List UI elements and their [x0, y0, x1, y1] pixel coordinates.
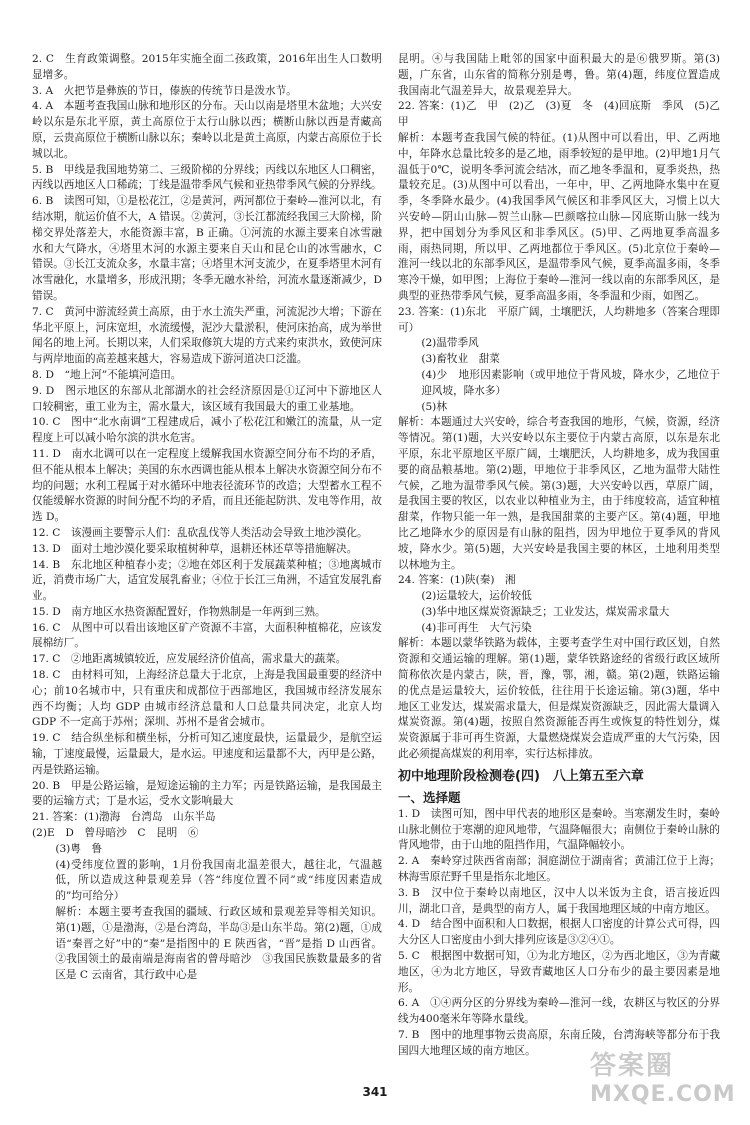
- page-number: 341: [362, 1085, 388, 1099]
- answer-item: 12. C 该漫画主要警示人们：乱砍乱伐等人类活动会导致土地沙漠化。: [32, 526, 368, 539]
- answer-item: 11. D 南水北调可以在一定程度上缓解我国水资源空间分布不均的矛盾，但不能从根本上解决；美国的东水西调也能从根本上解决水资源空间分布不均的问题；水利工程属于对水循环中地表径流环节的改造；大型蓄水工程不仅能缓解水资源的时间分配不均的矛盾，而且还能起防洪、发电等作用，故选 D。: [32, 447, 382, 524]
- section-heading: 初中地理阶段检测卷(四) 八上第五至六章: [398, 768, 644, 784]
- answer-item: (3)华中地区煤炭资源缺乏；工业发达，煤炭需求量大: [421, 605, 670, 618]
- answer-item: 2. C 生育政策调整。2015年实施全面二孩政策，2016年出生人口数明显增多。: [32, 53, 382, 81]
- answer-item: (4)受纬度位置的影响，1月份我国南北温差很大，越往北，气温越低，所以造成这种景观差异（答“纬度位置不同”或“纬度因素造成的”均可给分）: [55, 858, 382, 903]
- answer-item: 13. D 面对土地沙漠化要采取植树种草，退耕还林还草等措施解决。: [32, 542, 358, 555]
- answer-item: 1. D 读图可知，图中甲代表的地形区是秦岭。当寒潮发生时，秦岭山脉北侧位于寒潮的迎风地带，气温降幅很大；南侧位于秦岭山脉的背风地带，由于山地的阻挡作用，气温降幅较小。: [398, 807, 720, 852]
- answer-item: (3)粤 鲁: [55, 842, 103, 855]
- subsection-heading: 一、选择题: [398, 789, 461, 805]
- watermark-text-cn: 答案圈: [590, 1051, 675, 1081]
- answer-item: 解析：本题通过大兴安岭，综合考查我国的地形，气候，资源，经济等情况。第(1)题，大兴安岭以东主要位于内蒙古高原，以东是东北平原，东北平原地区平原广阔，土壤肥沃，人均耕地多，成为我国重要的商品粮基地。第(2)题，甲地位于非季风区，乙地为温带大陆性气候，乙地为温带季风气候。第(3)题，大兴安岭以西，草原广阔，是我国主要的牧区，以农业以种植业为主，由于纬度较高，适宜种植甜菜，作物只能一年一熟，是我国甜菜的主要产区。第(4)题，甲地比乙地降水少的原因是有山脉的阻挡，因为甲地位于夏季风的背风坡，降水少。第(5)题，大兴安岭是我国主要的林区，土地利用类型以林地为主。: [398, 416, 720, 571]
- answer-item: 解析：本题考查我国气候的特征。(1)从图中可以看出，甲、乙两地中，年降水总量比较多的是乙地，雨季较短的是甲地。(2)甲地1月气温低于0℃，说明冬季河流会结冰，而乙地冬季温和，夏季炎热，热量较充足。(3)从图中可以看出，一年中，甲、乙两地降水集中在夏季，冬季降水最少。(4)我国季风气候区和非季风区大，习惯上以大兴安岭—阴山山脉—贺兰山脉—巴颜喀拉山脉—冈底斯山脉一线为界，把中国划分为季风区和非季风区。(5)甲、乙两地夏季高温多雨，雨热同期，所以甲、乙两地都位于季风区。(5)北京位于秦岭—淮河一线以北的东部季风区，是温带季风气候，夏季高温多雨，冬季寒冷干燥，如甲图；上海位于秦岭—淮河一线以南的东部季风区，是典型的亚热带季风气候，夏季高温多雨，冬季温和少雨，如图乙。: [398, 131, 720, 302]
- answer-item: 24. 答案：(1)陕(秦) 湘: [398, 574, 516, 587]
- answer-item: 17. C ②地距离城镇较近，应发展经济价值高，需求量大的蔬菜。: [32, 653, 347, 666]
- answer-item: 14. B 东北地区种植春小麦；②地在郊区利于发展蔬菜种植；③地离城市近，消费市场广大，适宜发展乳畜业；④位于长江三角洲，不适宜发展乳畜业。: [32, 558, 382, 603]
- answer-item: 15. D 南方地区水热资源配置好，作物熟制是一年两到三熟。: [32, 605, 326, 618]
- answer-item: 10. C 图中“北水南调”工程建成后，减小了松花江和嫩江的流量，从一定程度上可以减小哈尔滨的洪水危害。: [32, 416, 382, 445]
- answer-item: 3. B 汉中位于秦岭以南地区，汉中人以米饭为主食，语言接近四川，湖北口音，是典型的南方人，属于我国地理区域的中南方地区。: [398, 886, 720, 915]
- watermark-text-en: MXQE.COM: [590, 1082, 736, 1107]
- answer-item: 7. C 黄河中游流经黄土高原，由于水土流失严重，河流泥沙大增；下游在华北平原上，河床宽坦，水流缓慢，泥沙大量淤积，使河床抬高，成为举世闻名的地上河。长期以来，人们采取修筑大堤的方式来约束洪水，致使河床与两岸地面的高差越来越大，容易造成下游河道决口泛滥。: [32, 305, 382, 366]
- answer-item: 昆明。④与我国陆上毗邻的国家中面积最大的是⑥俄罗斯。第(3)题，广东省，山东省的简称分别是粤，鲁。第(4)题，纬度位置造成我国南北气温差异大，故景观差异大。: [398, 53, 720, 97]
- answer-item: 19. C 结合纵坐标和横坐标，分析可知乙速度最快，运量最少，是航空运输，丁速度最慢，运量最大，是水运。甲速度和运量都不大，丙甲是公路，丙是铁路运输。: [32, 732, 382, 776]
- answer-item: 3. A 火把节是彝族的节日，傣族的传统节日是泼水节。: [32, 84, 297, 97]
- answer-item: 6. B 读图可知，①是松花江，②是黄河，两河都位于秦岭—淮河以北，有结冰期，航运价值不大，A 错误。②黄河，③长江都流经我国三大阶梯，阶梯交界处落差大，水能资源丰富，B 正确。①河流的水源主要来自冰雪融水和大气降水，④塔里木河的水源主要来自天山和昆仑山的冰雪融水，C 错误。③长江支流众多，水量丰富；④塔里木河支流少，在夏季塔里木河有冰雪融化，水量增多，形成汛期；冬季无融水补给，河流水量逐渐减少，D 错误。: [32, 195, 383, 302]
- answer-item: (5)林: [421, 400, 447, 413]
- answer-item: 7. B 图中的地理事物云贵高原，东南丘陵，台湾海峡等都分布于我国四大地理区域的南方地区。: [398, 1029, 720, 1057]
- answer-item: (4)非可再生 大气污染: [421, 621, 532, 634]
- watermark-logo: [590, 1050, 740, 1120]
- right-column: [398, 52, 731, 1060]
- answer-item: 8. D “地上河”不能填河造田。: [32, 368, 182, 381]
- answer-item: (3)畜牧业 甜菜: [421, 353, 500, 366]
- answer-item: (4)少 地形因素影响（或甲地位于背风坡，降水少，乙地位于迎风坡，降水多）: [421, 368, 720, 397]
- answer-item: 解析：本题主要考查我国的疆域、行政区域和景观差异等相关知识。第(1)题，①是渤海，②是台湾岛，半岛③是山东半岛。第(2)题，①成语“秦晋之好”中的“秦”是指图中的 E 陕西省，“晋”是指 D 山西省。②我国领土的最南端是海南省的曾母暗沙 ③我国民族数量最多的省区是 C 云南省，其行政中心是: [55, 906, 382, 982]
- answer-item: 21. 答案：(1)渤海 台湾岛 山东半岛: [32, 811, 216, 824]
- answer-item: 解析：本题以蒙华铁路为载体，主要考查学生对中国行政区划，自然资源和交通运输的理解。第(1)题，蒙华铁路途经的省级行政区域所简称依次是内蒙古，陕，晋，豫，鄂，湘，赣。第(2)题，铁路运输的优点是运量较大，运价较低，往往用于长途运输。第(3)题，华中地区工业发达，煤炭需求量大，但是煤炭资源缺乏，因此需大量调入煤炭资源。第(4)题，按照自然资源能否再生或恢复的特性划分，煤炭资源属于非可再生资源，大量燃烧煤炭会造成严重的大气污染，因此必须提高煤炭的利用率，实行达标排放。: [398, 637, 720, 761]
- answer-item: 5. C 根据图中数据可知，①为北方地区，②为西北地区，③为青藏地区，④为北方地区，导致青藏地区人口分布少的最主要因素是地形。: [398, 950, 720, 994]
- answer-item: 5. B 甲线是我国地势第二、三级阶梯的分界线；丙线以东地区人口稠密，丙线以西地区人口稀疏；丁线是温带季风气候和亚热带季风气候的分界线。: [32, 163, 382, 192]
- answer-item: 16. C 从图中可以看出该地区矿产资源不丰富，大面积种植棉花，应该发展棉纺厂。: [32, 621, 382, 650]
- answer-item: (2)温带季风: [421, 337, 479, 350]
- answer-item: 4. A 本题考查我国山脉和地形区的分布。天山以南是塔里木盆地；大兴安岭以东是东北平原，黄土高原位于太行山脉以西；横断山脉以西是青藏高原，云贵高原位于横断山脉以东；秦岭以北是黄土高原，内蒙古高原位于长城以北。: [32, 100, 382, 160]
- answer-item: 22. 答案：(1)乙 甲 (2)乙 (3)夏 冬 (4)回底斯 季风 (5)乙 甲: [398, 100, 731, 129]
- answer-item: 2. A 秦岭穿过陕西省南部；洞庭湖位于湖南省；黄浦江位于上海；林海雪原茫野千里是指东北地区。: [398, 855, 720, 884]
- answer-item: 23. 答案：(1)东北 平原广阔，土壤肥沃，人均耕地多（答案合理即可）: [398, 305, 720, 334]
- answer-item: 9. D 图示地区的东部从北部湖水的社会经济原因是①辽河中下游地区人口较稠密，重工业为主，需水量大，该区域有我国最大的重工业基地。: [32, 384, 382, 413]
- answer-item: 18. C 由材料可知，上海经济总量大于北京，上海是我国最重要的经济中心；前10名城市中，只有重庆和成都位于西部地区，我国城市经济发展东西不均衡；人均 GDP 由城市经济总量和人口总量共同决定，北京人均 GDP 不一定高于苏州；深圳、苏州不是省会城市。: [32, 669, 382, 729]
- answer-item: 4. D 结合图中面积和人口数据，根据人口密度的计算公式可得，四大分区人口密度由小到大排列应该是③②④①。: [398, 918, 720, 947]
- answer-item: (2)运量较大，运价较低: [421, 590, 532, 603]
- answer-item: 6. A ①④两分区的分界线为秦岭—淮河一线，农耕区与牧区的分界线为400毫米年等降水量线。: [398, 997, 720, 1026]
- left-column: [32, 52, 382, 984]
- answer-item: 20. B 甲是公路运输，是短途运输的主力军；丙是铁路运输，是我国最主要的运输方式；丁是水运，受水文影响最大: [32, 779, 382, 808]
- answer-item: (2)E D 曾母暗沙 C 昆明 ⑥: [32, 827, 199, 840]
